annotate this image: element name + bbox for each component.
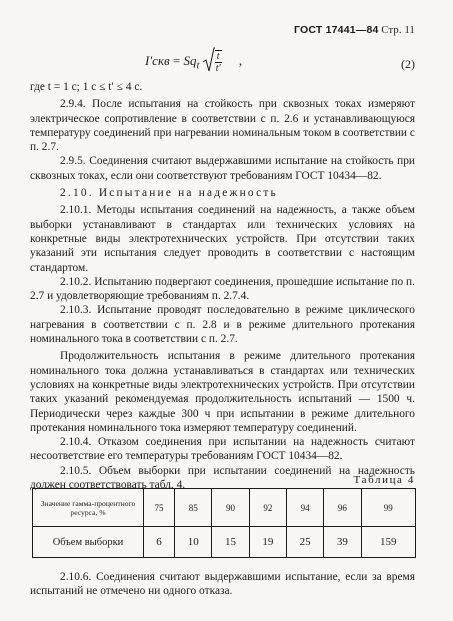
standard-code: ГОСТ 17441—84 (293, 24, 379, 36)
table-cell: 99 (361, 489, 415, 527)
table-cell: 159 (361, 527, 415, 558)
formula-comma: , (238, 52, 243, 68)
table-cell: 39 (324, 527, 361, 558)
formula-coef: Sq (183, 52, 197, 68)
clause-2-10-2: 2.10.2. Испытанию подвергают соединения, прошедшие испытание по п. 2.7 и удовлетворяющие требованиям п. 2.7.4. (30, 275, 415, 303)
row-label-sample: Объем выборки (33, 527, 144, 558)
formula-2 (145, 47, 415, 77)
where-clause: где t = 1 с; 1 с ≤ t′ ≤ 4 с. (30, 81, 143, 93)
clause-2-9-5: 2.9.5. Соединения считают выдержавшими испытание на стойкость при сквозных токах, если они соответствуют требованиям ГОСТ 10434—82. (30, 155, 415, 182)
clause-2-9-4: 2.9.4. После испытания на стойкость при сквозных токах измеряют электрическое сопротивление в соответствии с п. 2.6 и устанавливающуюся температуру соединений при нагревании номинальным током в соответствии с п. 2.7. (30, 98, 415, 154)
table-caption: Таблица 4 (353, 474, 415, 486)
clause-2-10-4: 2.10.4. Отказом соединения при испытании на надежность считают несоответствие его температуры требованиям ГОСТ 10434—82. (30, 436, 415, 463)
table-cell: 10 (175, 527, 212, 558)
body-text (30, 80, 415, 492)
formula-lhs: I′скв (145, 52, 170, 68)
table-cell: 15 (212, 527, 249, 558)
duration-paragraph: Продолжительность испытания в режиме длительного протекания номинального тока должна устанавливаться в стандартах или технических условиях на конкретные виды электротехнических устройств. При отсутствии таких указаний рекомендуемая продолжительность испытаний — 1500 ч. Периодически через каждые 300 ч при испытании в режиме длительного протекания номинального тока измеряют температуру соединений. (30, 350, 415, 434)
table-cell: 19 (249, 527, 286, 558)
table-row (33, 489, 416, 527)
section-heading-2-10: 2.10. Испытание на надежность (60, 187, 278, 200)
fraction-numerator: t (216, 51, 220, 62)
table-cell: 75 (144, 489, 175, 527)
clause-2-10-5: 2.10.5. Объем выборки при испытании соединений на надежность должен соответствовать табл. 4. (30, 464, 415, 492)
table-cell: 96 (324, 489, 361, 527)
formula-fraction (215, 50, 222, 74)
page-number: Стр. 11 (381, 25, 415, 36)
clause-2-10-1: 2.10.1. Методы испытания соединений на надежность, а также объем выборки устанавливают в стандартах или технических условиях на конкретные виды электротехнических устройств. При отсутствии таких указаний эти испытания следует проводить в соответствии с настоящим стандартом. (30, 204, 415, 274)
table-row (33, 527, 416, 558)
table-cell: 25 (286, 527, 323, 558)
formula-equals: = (172, 52, 181, 68)
table-cell: 85 (175, 489, 212, 527)
table-cell: 94 (286, 489, 323, 527)
fraction-denominator: t′ (215, 63, 221, 74)
table-cell: 6 (144, 527, 175, 558)
closing-text (30, 570, 415, 599)
page-header (294, 24, 415, 36)
row-label-resource: Значение гамма-процентного ресурса, % (33, 489, 144, 527)
table-cell: 92 (249, 489, 286, 527)
clause-2-10-3: 2.10.3. Испытание проводят последовательно в режиме циклического нагревания в соответствии с п. 2.8 и в режиме длительного протекания номинального тока в соответствии с п. 2.7. (30, 304, 415, 346)
formula-number: (2) (401, 57, 415, 71)
clause-2-10-6: 2.10.6. Соединения считают выдержавшими испытание, если за время испытаний не отмечено ни одного отказа. (30, 571, 415, 598)
sqrt-symbol (203, 47, 215, 77)
table-4 (32, 488, 416, 558)
formula-coef-sub: t (196, 59, 200, 72)
table-cell: 90 (212, 489, 249, 527)
